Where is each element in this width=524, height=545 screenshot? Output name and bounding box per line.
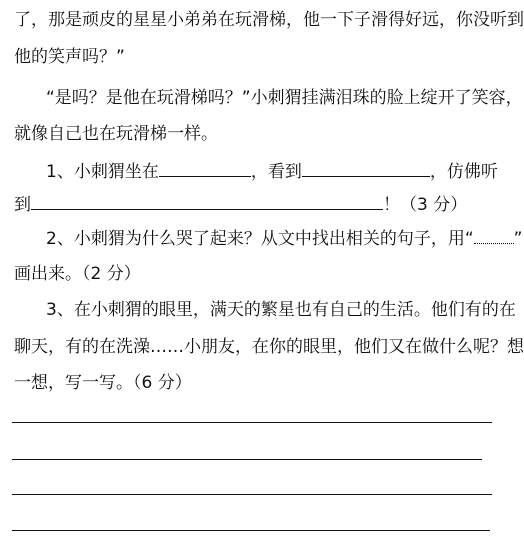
question-2-line-2: 画出来。（2 分） bbox=[14, 264, 141, 284]
answer-writing-line[interactable] bbox=[12, 530, 490, 531]
underline-sample bbox=[474, 229, 514, 244]
question-text: ！（3 分） bbox=[383, 195, 468, 215]
passage-line: 就像自己也在玩滑梯一样。 bbox=[14, 124, 218, 144]
question-1-line-2 bbox=[14, 193, 496, 215]
question-3-line-1: 3、在小刺猬的眼里，满天的繁星也有自己的生活。他们有的在 bbox=[46, 300, 516, 320]
answer-blank[interactable] bbox=[159, 160, 251, 177]
answer-blank[interactable] bbox=[302, 160, 430, 177]
answer-blank[interactable] bbox=[31, 193, 383, 210]
question-1-line-1 bbox=[46, 160, 496, 182]
answer-writing-line[interactable] bbox=[12, 459, 482, 460]
question-text: ，仿佛听 bbox=[429, 162, 498, 182]
question-text: 1、小刺猬坐在 bbox=[46, 162, 159, 182]
passage-line: “是吗？是他在玩滑梯吗？”小刺猬挂满泪珠的脸上绽开了笑容， bbox=[46, 88, 523, 108]
question-3-line-2: 聊天，有的在洗澡……小朋友，在你的眼里，他们又在做什么呢？想 bbox=[14, 337, 524, 357]
question-text: ，看到 bbox=[250, 162, 302, 182]
question-3-line-3: 一想，写一写。（6 分） bbox=[14, 373, 192, 393]
passage-line: 他的笑声吗？” bbox=[14, 47, 125, 67]
answer-writing-line[interactable] bbox=[12, 422, 492, 423]
question-2-line-1 bbox=[46, 229, 523, 249]
passage-line: 了，那是顽皮的星星小弟弟在玩滑梯，他一下子滑得好远，你没听到 bbox=[14, 10, 524, 30]
answer-writing-line[interactable] bbox=[12, 494, 492, 495]
question-text: 2、小刺猬为什么哭了起来？从文中找出相关的句子，用“ bbox=[46, 229, 474, 249]
question-text: 到 bbox=[14, 195, 31, 215]
question-text: ” bbox=[513, 229, 523, 249]
